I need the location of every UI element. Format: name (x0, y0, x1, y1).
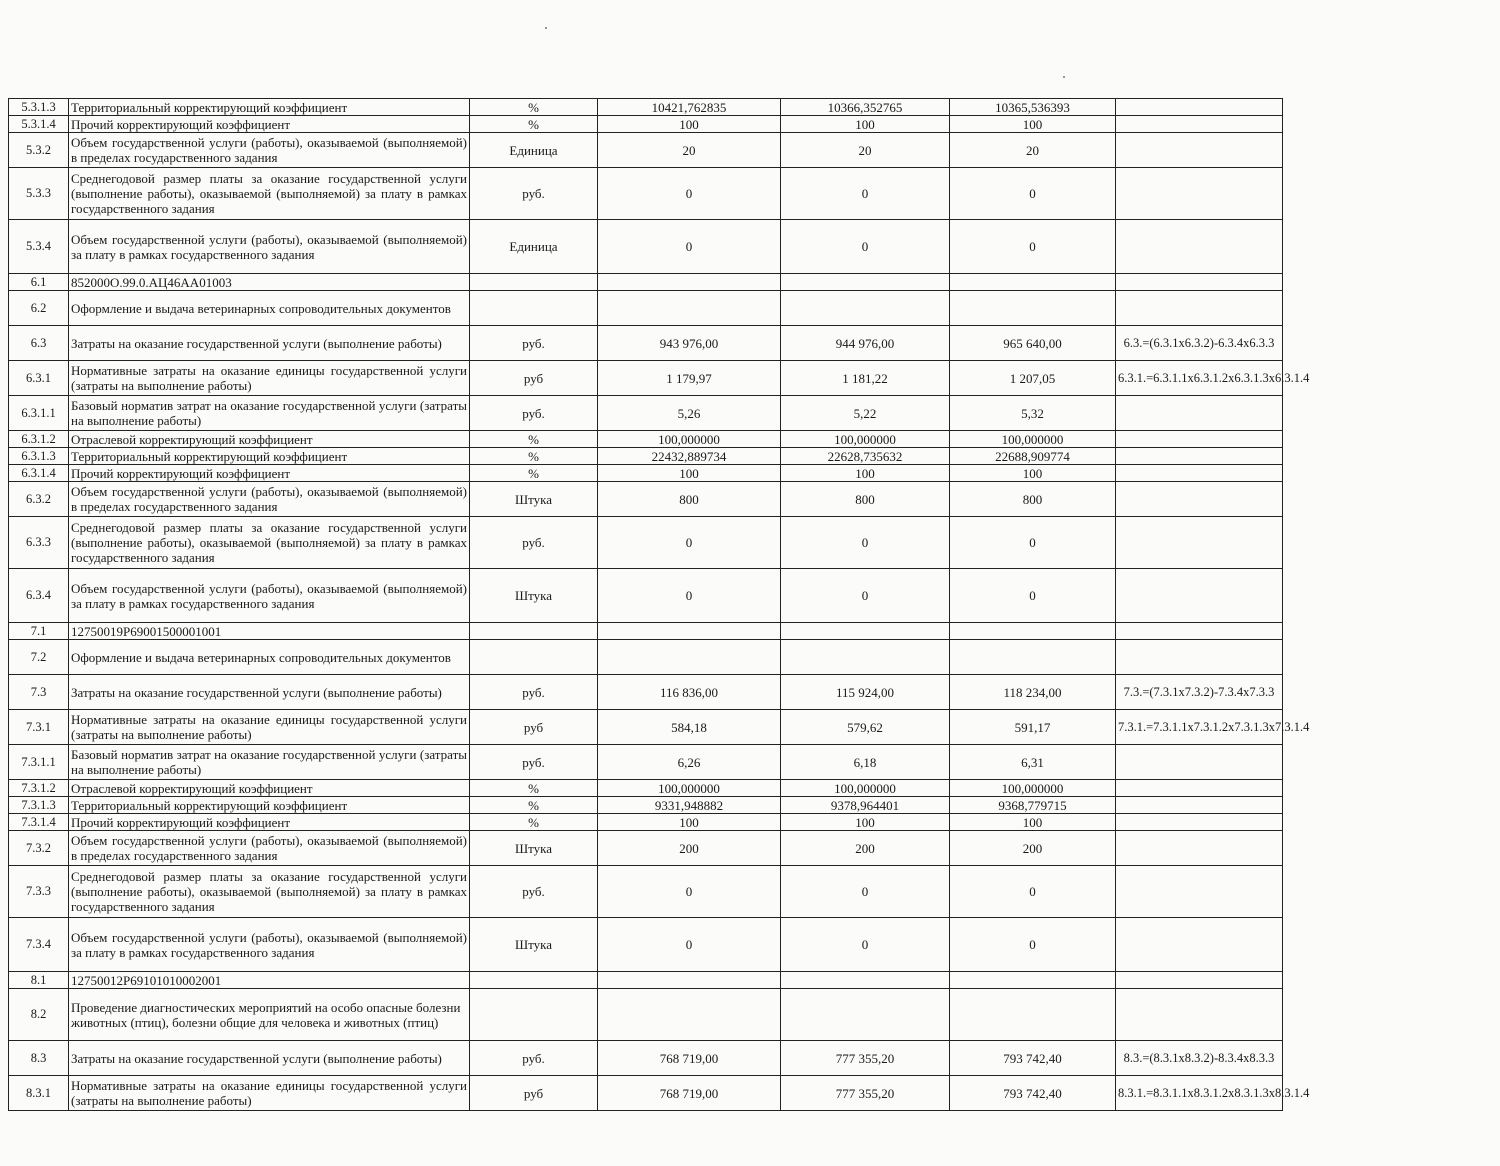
unit-cell: Единица (470, 220, 598, 274)
code-cell: 7.1 (9, 623, 69, 640)
value-cell-3: 965 640,00 (950, 326, 1116, 361)
table-row (9, 710, 1283, 745)
code-cell: 8.2 (9, 989, 69, 1041)
code-cell: 7.3.4 (9, 918, 69, 972)
value-cell-1: 1 179,97 (598, 361, 781, 396)
value-cell-1: 943 976,00 (598, 326, 781, 361)
value-cell-2: 100 (781, 465, 950, 482)
formula-cell (1116, 482, 1283, 517)
value-cell-2: 0 (781, 168, 950, 220)
code-cell: 7.3.1.1 (9, 745, 69, 780)
formula-cell (1116, 274, 1283, 291)
table-row (9, 623, 1283, 640)
value-cell-3 (950, 291, 1116, 326)
name-cell: Объем государственной услуги (работы), оказываемой (выполняемой) за плату в рамках государственного задания (69, 220, 470, 274)
value-cell-3: 793 742,40 (950, 1041, 1116, 1076)
formula-cell: 6.3.1.=6.3.1.1х6.3.1.2х6.3.1.3х6.3.1.4 (1116, 361, 1283, 396)
code-cell: 5.3.4 (9, 220, 69, 274)
value-cell-3: 100 (950, 465, 1116, 482)
formula-cell (1116, 569, 1283, 623)
name-cell: Отраслевой корректирующий коэффициент (69, 780, 470, 797)
unit-cell (470, 989, 598, 1041)
value-cell-3: 591,17 (950, 710, 1116, 745)
formula-cell: 7.3.=(7.3.1х7.3.2)-7.3.4х7.3.3 (1116, 675, 1283, 710)
code-cell: 7.3.1.2 (9, 780, 69, 797)
table-row (9, 99, 1283, 116)
unit-cell: руб. (470, 1041, 598, 1076)
formula-cell (1116, 465, 1283, 482)
formula-cell: 6.3.=(6.3.1х6.3.2)-6.3.4х6.3.3 (1116, 326, 1283, 361)
code-cell: 6.2 (9, 291, 69, 326)
name-cell: Объем государственной услуги (работы), оказываемой (выполняемой) за плату в рамках государственного задания (69, 569, 470, 623)
value-cell-3: 200 (950, 831, 1116, 866)
formula-cell (1116, 116, 1283, 133)
name-cell: Проведение диагностических мероприятий на особо опасные болезни животных (птиц), болезни общие для человека и животных (птиц) (69, 989, 470, 1041)
value-cell-2: 20 (781, 133, 950, 168)
code-cell: 6.1 (9, 274, 69, 291)
value-cell-3 (950, 274, 1116, 291)
code-cell: 7.3 (9, 675, 69, 710)
unit-cell: % (470, 431, 598, 448)
value-cell-1: 116 836,00 (598, 675, 781, 710)
value-cell-2: 800 (781, 482, 950, 517)
formula-cell (1116, 797, 1283, 814)
value-cell-1: 9331,948882 (598, 797, 781, 814)
formula-cell (1116, 989, 1283, 1041)
value-cell-3: 0 (950, 220, 1116, 274)
code-cell: 7.3.1.4 (9, 814, 69, 831)
value-cell-2 (781, 274, 950, 291)
table-row (9, 972, 1283, 989)
formula-cell (1116, 168, 1283, 220)
value-cell-1: 100,000000 (598, 431, 781, 448)
value-cell-3: 5,32 (950, 396, 1116, 431)
value-cell-2 (781, 291, 950, 326)
table-row (9, 866, 1283, 918)
value-cell-2 (781, 640, 950, 675)
unit-cell: руб. (470, 326, 598, 361)
value-cell-3: 0 (950, 918, 1116, 972)
name-cell: Территориальный корректирующий коэффициент (69, 797, 470, 814)
value-cell-1: 0 (598, 220, 781, 274)
unit-cell: руб. (470, 866, 598, 918)
value-cell-1: 100 (598, 465, 781, 482)
value-cell-1: 0 (598, 866, 781, 918)
name-cell: 852000О.99.0.АЦ46АА01003 (69, 274, 470, 291)
name-cell: Объем государственной услуги (работы), оказываемой (выполняемой) в пределах государственного задания (69, 482, 470, 517)
value-cell-3: 9368,779715 (950, 797, 1116, 814)
value-cell-1: 768 719,00 (598, 1041, 781, 1076)
table-row (9, 745, 1283, 780)
value-cell-3: 100,000000 (950, 780, 1116, 797)
name-cell: Прочий корректирующий коэффициент (69, 814, 470, 831)
value-cell-1: 6,26 (598, 745, 781, 780)
value-cell-1: 0 (598, 168, 781, 220)
unit-cell: руб. (470, 396, 598, 431)
value-cell-3 (950, 972, 1116, 989)
value-cell-1 (598, 274, 781, 291)
value-cell-2: 777 355,20 (781, 1076, 950, 1111)
code-cell: 7.2 (9, 640, 69, 675)
name-cell: Нормативные затраты на оказание единицы государственной услуги (затраты на выполнение работы) (69, 1076, 470, 1111)
name-cell: Объем государственной услуги (работы), оказываемой (выполняемой) в пределах государственного задания (69, 133, 470, 168)
table-row (9, 396, 1283, 431)
unit-cell: руб. (470, 745, 598, 780)
unit-cell: руб (470, 710, 598, 745)
unit-cell: руб. (470, 168, 598, 220)
value-cell-2: 0 (781, 517, 950, 569)
value-cell-2: 0 (781, 220, 950, 274)
value-cell-3: 118 234,00 (950, 675, 1116, 710)
formula-cell (1116, 291, 1283, 326)
formula-cell (1116, 133, 1283, 168)
table-row (9, 814, 1283, 831)
table-row (9, 274, 1283, 291)
table-row (9, 326, 1283, 361)
formula-cell (1116, 972, 1283, 989)
value-cell-3: 1 207,05 (950, 361, 1116, 396)
value-cell-3: 22688,909774 (950, 448, 1116, 465)
name-cell: Среднегодовой размер платы за оказание государственной услуги (выполнение работы), оказываемой (выполняемой) за плату в рамках государственного задания (69, 866, 470, 918)
unit-cell: Штука (470, 831, 598, 866)
value-cell-2: 579,62 (781, 710, 950, 745)
scan-speck (1063, 76, 1065, 78)
name-cell: Оформление и выдача ветеринарных сопроводительных документов (69, 291, 470, 326)
table-row (9, 133, 1283, 168)
value-cell-1: 5,26 (598, 396, 781, 431)
value-cell-3: 0 (950, 866, 1116, 918)
value-cell-3: 0 (950, 517, 1116, 569)
table-row (9, 168, 1283, 220)
value-cell-1 (598, 989, 781, 1041)
code-cell: 7.3.1 (9, 710, 69, 745)
unit-cell: % (470, 814, 598, 831)
value-cell-2: 6,18 (781, 745, 950, 780)
table-row (9, 918, 1283, 972)
unit-cell: руб (470, 361, 598, 396)
formula-cell (1116, 448, 1283, 465)
value-cell-2: 200 (781, 831, 950, 866)
value-cell-1: 22432,889734 (598, 448, 781, 465)
value-cell-1: 100 (598, 814, 781, 831)
value-cell-2: 100,000000 (781, 431, 950, 448)
formula-cell (1116, 396, 1283, 431)
value-cell-3: 0 (950, 569, 1116, 623)
code-cell: 8.3.1 (9, 1076, 69, 1111)
formula-cell (1116, 220, 1283, 274)
table-row (9, 482, 1283, 517)
value-cell-1: 768 719,00 (598, 1076, 781, 1111)
value-cell-2 (781, 989, 950, 1041)
code-cell: 6.3 (9, 326, 69, 361)
value-cell-2: 944 976,00 (781, 326, 950, 361)
name-cell: Нормативные затраты на оказание единицы государственной услуги (затраты на выполнение работы) (69, 710, 470, 745)
code-cell: 5.3.2 (9, 133, 69, 168)
unit-cell: % (470, 448, 598, 465)
name-cell: Прочий корректирующий коэффициент (69, 116, 470, 133)
name-cell: Среднегодовой размер платы за оказание государственной услуги (выполнение работы), оказываемой (выполняемой) за плату в рамках государственного задания (69, 168, 470, 220)
code-cell: 5.3.1.3 (9, 99, 69, 116)
code-cell: 8.1 (9, 972, 69, 989)
value-cell-2: 0 (781, 569, 950, 623)
value-cell-2: 100,000000 (781, 780, 950, 797)
code-cell: 8.3 (9, 1041, 69, 1076)
table-row (9, 675, 1283, 710)
code-cell: 6.3.1.1 (9, 396, 69, 431)
formula-cell (1116, 99, 1283, 116)
value-cell-1: 20 (598, 133, 781, 168)
name-cell: Среднегодовой размер платы за оказание государственной услуги (выполнение работы), оказываемой (выполняемой) за плату в рамках государственного задания (69, 517, 470, 569)
table-row (9, 291, 1283, 326)
code-cell: 6.3.2 (9, 482, 69, 517)
formula-cell (1116, 780, 1283, 797)
unit-cell: Штука (470, 569, 598, 623)
code-cell: 7.3.3 (9, 866, 69, 918)
cost-norms-table (8, 98, 1310, 1111)
value-cell-3: 20 (950, 133, 1116, 168)
unit-cell (470, 640, 598, 675)
table-row (9, 569, 1283, 623)
value-cell-2: 777 355,20 (781, 1041, 950, 1076)
unit-cell: руб. (470, 517, 598, 569)
value-cell-1: 0 (598, 918, 781, 972)
formula-cell (1116, 623, 1283, 640)
value-cell-3: 10365,536393 (950, 99, 1116, 116)
table-row (9, 116, 1283, 133)
name-cell: Нормативные затраты на оказание единицы государственной услуги (затраты на выполнение работы) (69, 361, 470, 396)
name-cell: Отраслевой корректирующий коэффициент (69, 431, 470, 448)
value-cell-3: 6,31 (950, 745, 1116, 780)
table-row (9, 989, 1283, 1041)
name-cell: Объем государственной услуги (работы), оказываемой (выполняемой) в пределах государственного задания (69, 831, 470, 866)
value-cell-1 (598, 291, 781, 326)
formula-cell: 8.3.1.=8.3.1.1х8.3.1.2х8.3.1.3х8.3.1.4 (1116, 1076, 1283, 1111)
value-cell-3: 100 (950, 116, 1116, 133)
table-row (9, 517, 1283, 569)
value-cell-3 (950, 640, 1116, 675)
name-cell: Прочий корректирующий коэффициент (69, 465, 470, 482)
value-cell-2: 115 924,00 (781, 675, 950, 710)
value-cell-2 (781, 623, 950, 640)
value-cell-2: 1 181,22 (781, 361, 950, 396)
unit-cell: % (470, 116, 598, 133)
value-cell-2: 22628,735632 (781, 448, 950, 465)
value-cell-1 (598, 972, 781, 989)
name-cell: Затраты на оказание государственной услуги (выполнение работы) (69, 1041, 470, 1076)
formula-cell (1116, 814, 1283, 831)
unit-cell: Штука (470, 918, 598, 972)
name-cell: 12750019Р69001500001001 (69, 623, 470, 640)
name-cell: 12750012Р69101010002001 (69, 972, 470, 989)
name-cell: Базовый норматив затрат на оказание государственной услуги (затраты на выполнение работы) (69, 745, 470, 780)
value-cell-1 (598, 623, 781, 640)
value-cell-3 (950, 623, 1116, 640)
unit-cell (470, 291, 598, 326)
name-cell: Базовый норматив затрат на оказание государственной услуги (затраты на выполнение работы) (69, 396, 470, 431)
formula-cell (1116, 866, 1283, 918)
value-cell-3: 793 742,40 (950, 1076, 1116, 1111)
value-cell-1 (598, 640, 781, 675)
code-cell: 6.3.1.4 (9, 465, 69, 482)
formula-cell (1116, 918, 1283, 972)
table-row (9, 1041, 1283, 1076)
name-cell: Затраты на оказание государственной услуги (выполнение работы) (69, 326, 470, 361)
value-cell-2: 5,22 (781, 396, 950, 431)
unit-cell: Единица (470, 133, 598, 168)
value-cell-3: 0 (950, 168, 1116, 220)
code-cell: 5.3.1.4 (9, 116, 69, 133)
code-cell: 6.3.4 (9, 569, 69, 623)
scan-speck (545, 27, 547, 29)
value-cell-2: 0 (781, 866, 950, 918)
formula-cell: 8.3.=(8.3.1х8.3.2)-8.3.4х8.3.3 (1116, 1041, 1283, 1076)
table-row (9, 797, 1283, 814)
value-cell-1: 10421,762835 (598, 99, 781, 116)
value-cell-2: 10366,352765 (781, 99, 950, 116)
formula-cell (1116, 640, 1283, 675)
table-row (9, 831, 1283, 866)
formula-cell: 7.3.1.=7.3.1.1х7.3.1.2х7.3.1.3х7.3.1.4 (1116, 710, 1283, 745)
value-cell-3: 100,000000 (950, 431, 1116, 448)
value-cell-2: 100 (781, 814, 950, 831)
formula-cell (1116, 745, 1283, 780)
code-cell: 7.3.2 (9, 831, 69, 866)
formula-cell (1116, 831, 1283, 866)
table-row (9, 465, 1283, 482)
name-cell: Оформление и выдача ветеринарных сопроводительных документов (69, 640, 470, 675)
value-cell-2 (781, 972, 950, 989)
table-row (9, 431, 1283, 448)
value-cell-2: 9378,964401 (781, 797, 950, 814)
unit-cell: % (470, 99, 598, 116)
formula-cell (1116, 517, 1283, 569)
name-cell: Объем государственной услуги (работы), оказываемой (выполняемой) за плату в рамках государственного задания (69, 918, 470, 972)
value-cell-3: 800 (950, 482, 1116, 517)
value-cell-3: 100 (950, 814, 1116, 831)
value-cell-1: 100,000000 (598, 780, 781, 797)
unit-cell: % (470, 780, 598, 797)
value-cell-1: 200 (598, 831, 781, 866)
code-cell: 6.3.1.2 (9, 431, 69, 448)
value-cell-1: 100 (598, 116, 781, 133)
table-row (9, 448, 1283, 465)
code-cell: 6.3.3 (9, 517, 69, 569)
value-cell-1: 0 (598, 569, 781, 623)
unit-cell (470, 623, 598, 640)
table-row (9, 220, 1283, 274)
code-cell: 6.3.1.3 (9, 448, 69, 465)
value-cell-1: 584,18 (598, 710, 781, 745)
name-cell: Территориальный корректирующий коэффициент (69, 99, 470, 116)
table-row (9, 361, 1283, 396)
name-cell: Территориальный корректирующий коэффициент (69, 448, 470, 465)
name-cell: Затраты на оказание государственной услуги (выполнение работы) (69, 675, 470, 710)
value-cell-2: 0 (781, 918, 950, 972)
table-row (9, 640, 1283, 675)
value-cell-1: 0 (598, 517, 781, 569)
unit-cell: % (470, 465, 598, 482)
code-cell: 7.3.1.3 (9, 797, 69, 814)
value-cell-2: 100 (781, 116, 950, 133)
unit-cell: руб (470, 1076, 598, 1111)
unit-cell (470, 972, 598, 989)
code-cell: 5.3.3 (9, 168, 69, 220)
formula-cell (1116, 431, 1283, 448)
value-cell-1: 800 (598, 482, 781, 517)
value-cell-3 (950, 989, 1116, 1041)
table-row (9, 1076, 1283, 1111)
code-cell: 6.3.1 (9, 361, 69, 396)
unit-cell: руб. (470, 675, 598, 710)
unit-cell: % (470, 797, 598, 814)
unit-cell: Штука (470, 482, 598, 517)
unit-cell (470, 274, 598, 291)
table-row (9, 780, 1283, 797)
